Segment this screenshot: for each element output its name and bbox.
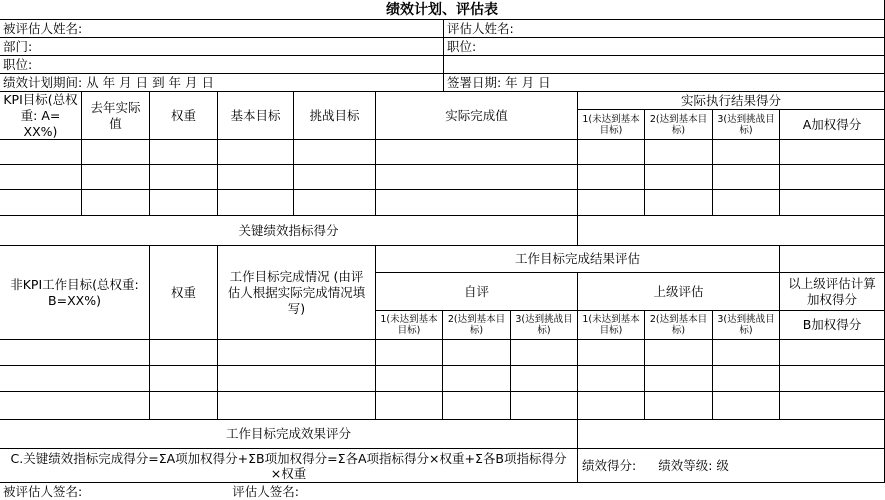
department-field[interactable]: 部门: <box>0 38 444 56</box>
kpi-row-cell[interactable] <box>780 140 885 165</box>
nonkpi-score-footer-value[interactable] <box>578 420 885 449</box>
nonkpi-row-cell[interactable] <box>511 366 578 392</box>
evaluator-signature-label: 评估人签名: <box>232 483 299 499</box>
nonkpi-row-cell[interactable] <box>645 366 713 392</box>
nonkpi-row-cell[interactable] <box>218 366 376 392</box>
kpi-row-cell[interactable] <box>218 190 294 216</box>
self-score2-header: 2(达到基本目标) <box>443 311 511 340</box>
kpi-row-cell[interactable] <box>376 165 578 190</box>
kpi-row-cell[interactable] <box>218 165 294 190</box>
nonkpi-row-cell[interactable] <box>218 392 376 420</box>
evaluatee-name-field[interactable]: 被评估人姓名: <box>0 20 444 38</box>
plan-period-field[interactable]: 绩效计划期间: 从 年 月 日 到 年 月 日 <box>0 74 444 92</box>
kpi-score-footer: 关键绩效指标得分 <box>0 216 578 246</box>
challenge-target-header: 挑战目标 <box>294 92 376 140</box>
kpi-row-cell[interactable] <box>82 165 150 190</box>
kpi-weight-header: 权重 <box>150 92 218 140</box>
kpi-row-cell[interactable] <box>294 165 376 190</box>
kpi-row-cell[interactable] <box>150 190 218 216</box>
nonkpi-row-cell[interactable] <box>780 340 885 366</box>
nonkpi-row-cell[interactable] <box>376 340 443 366</box>
completion-status-header: 工作目标完成情况 (由评估人根据实际完成情况填写) <box>218 246 376 340</box>
basic-target-header: 基本目标 <box>218 92 294 140</box>
nonkpi-row-cell[interactable] <box>0 340 150 366</box>
self-eval-header: 自评 <box>376 273 578 311</box>
kpi-row-cell[interactable] <box>780 165 885 190</box>
kpi-row-cell[interactable] <box>294 190 376 216</box>
nonkpi-row-cell[interactable] <box>376 392 443 420</box>
sign-date-field[interactable]: 签署日期: 年 月 日 <box>444 74 885 92</box>
sheet-title: 绩效计划、评估表 <box>0 0 885 20</box>
kpi-row-cell[interactable] <box>780 190 885 216</box>
last-year-actual-header: 去年实际值 <box>82 92 150 140</box>
kpi-row-cell[interactable] <box>645 140 713 165</box>
nonkpi-row-cell[interactable] <box>150 340 218 366</box>
nonkpi-row-cell[interactable] <box>218 340 376 366</box>
kpi-row-cell[interactable] <box>82 140 150 165</box>
kpi-row-cell[interactable] <box>218 140 294 165</box>
kpi-row-cell[interactable] <box>713 190 780 216</box>
evaluator-position-field[interactable]: 职位: <box>444 38 885 56</box>
superior-eval-header: 上级评估 <box>578 273 780 311</box>
kpi-score-footer-value[interactable] <box>578 216 885 246</box>
header-blank-cell <box>444 56 885 74</box>
nonkpi-row-cell[interactable] <box>443 340 511 366</box>
nonkpi-row-cell[interactable] <box>443 392 511 420</box>
evaluatee-position-field[interactable]: 职位: <box>0 56 444 74</box>
kpi-row-cell[interactable] <box>376 190 578 216</box>
score-formula: C.关键绩效指标完成得分=ΣA项加权得分+ΣB项加权得分=Σ各A项指标得分×权重+Σ各B项指标得分×权重 <box>0 449 578 483</box>
performance-score-label: 绩效得分: <box>582 457 637 473</box>
nonkpi-row-cell[interactable] <box>578 392 645 420</box>
nonkpi-row-cell[interactable] <box>150 392 218 420</box>
kpi-row-cell[interactable] <box>578 190 645 216</box>
result-evaluation-header: 工作目标完成结果评估 <box>376 246 780 273</box>
nonkpi-row-cell[interactable] <box>511 392 578 420</box>
nonkpi-row-cell[interactable] <box>511 340 578 366</box>
evaluatee-signature[interactable] <box>0 483 885 500</box>
superior-score3-header: 3(达到挑战目标) <box>713 311 780 340</box>
nonkpi-target-header: 非KPI工作目标(总权重: B=XX%) <box>0 246 150 340</box>
kpi-row-cell[interactable] <box>0 140 82 165</box>
kpi-row-cell[interactable] <box>82 190 150 216</box>
kpi-score3-header: 3(达到挑战目标) <box>713 110 780 140</box>
self-score3-header: 3(达到挑战目标) <box>511 311 578 340</box>
nonkpi-row-cell[interactable] <box>578 340 645 366</box>
kpi-row-cell[interactable] <box>0 190 82 216</box>
nonkpi-row-cell[interactable] <box>150 366 218 392</box>
kpi-row-cell[interactable] <box>713 165 780 190</box>
kpi-row-cell[interactable] <box>150 165 218 190</box>
nonkpi-weight-header: 权重 <box>150 246 218 340</box>
evaluator-name-field[interactable]: 评估人姓名: <box>444 20 885 38</box>
kpi-row-cell[interactable] <box>150 140 218 165</box>
actual-value-header: 实际完成值 <box>376 92 578 140</box>
nonkpi-row-cell[interactable] <box>713 392 780 420</box>
kpi-row-cell[interactable] <box>713 140 780 165</box>
performance-score-cell[interactable] <box>578 449 885 483</box>
performance-grade-label: 绩效等级: 级 <box>658 457 729 473</box>
nonkpi-weighted-header: B加权得分 <box>780 311 885 340</box>
kpi-row-cell[interactable] <box>645 190 713 216</box>
kpi-row-cell[interactable] <box>578 165 645 190</box>
kpi-row-cell[interactable] <box>376 140 578 165</box>
nonkpi-row-cell[interactable] <box>443 366 511 392</box>
nonkpi-row-cell[interactable] <box>0 366 150 392</box>
kpi-target-header: KPI目标(总权重: A= XX%) <box>0 92 82 140</box>
nonkpi-row-cell[interactable] <box>645 392 713 420</box>
self-score1-header: 1(未达到基本目标) <box>376 311 443 340</box>
kpi-row-cell[interactable] <box>578 140 645 165</box>
nonkpi-row-cell[interactable] <box>713 366 780 392</box>
nonkpi-score-footer: 工作目标完成效果评分 <box>0 420 578 449</box>
nonkpi-row-cell[interactable] <box>780 366 885 392</box>
nonkpi-row-cell[interactable] <box>645 340 713 366</box>
kpi-score1-header: 1(未达到基本目标) <box>578 110 645 140</box>
nonkpi-row-cell[interactable] <box>376 366 443 392</box>
superior-score2-header: 2(达到基本目标) <box>645 311 713 340</box>
nonkpi-row-cell[interactable] <box>780 392 885 420</box>
superior-calc-header: 以上级评估计算加权得分 <box>780 273 885 311</box>
kpi-row-cell[interactable] <box>294 140 376 165</box>
kpi-row-cell[interactable] <box>0 165 82 190</box>
kpi-score2-header: 2(达到基本目标) <box>645 110 713 140</box>
superior-score1-header: 1(未达到基本目标) <box>578 311 645 340</box>
nonkpi-row-cell[interactable] <box>713 340 780 366</box>
result-score-header: 实际执行结果得分 <box>578 92 885 110</box>
nonkpi-row-cell[interactable] <box>578 366 645 392</box>
nonkpi-row-cell[interactable] <box>0 392 150 420</box>
kpi-weighted-header: A加权得分 <box>780 110 885 140</box>
header-blank-right <box>780 246 885 273</box>
kpi-row-cell[interactable] <box>645 165 713 190</box>
evaluatee-signature-label: 被评估人签名: <box>3 483 83 499</box>
